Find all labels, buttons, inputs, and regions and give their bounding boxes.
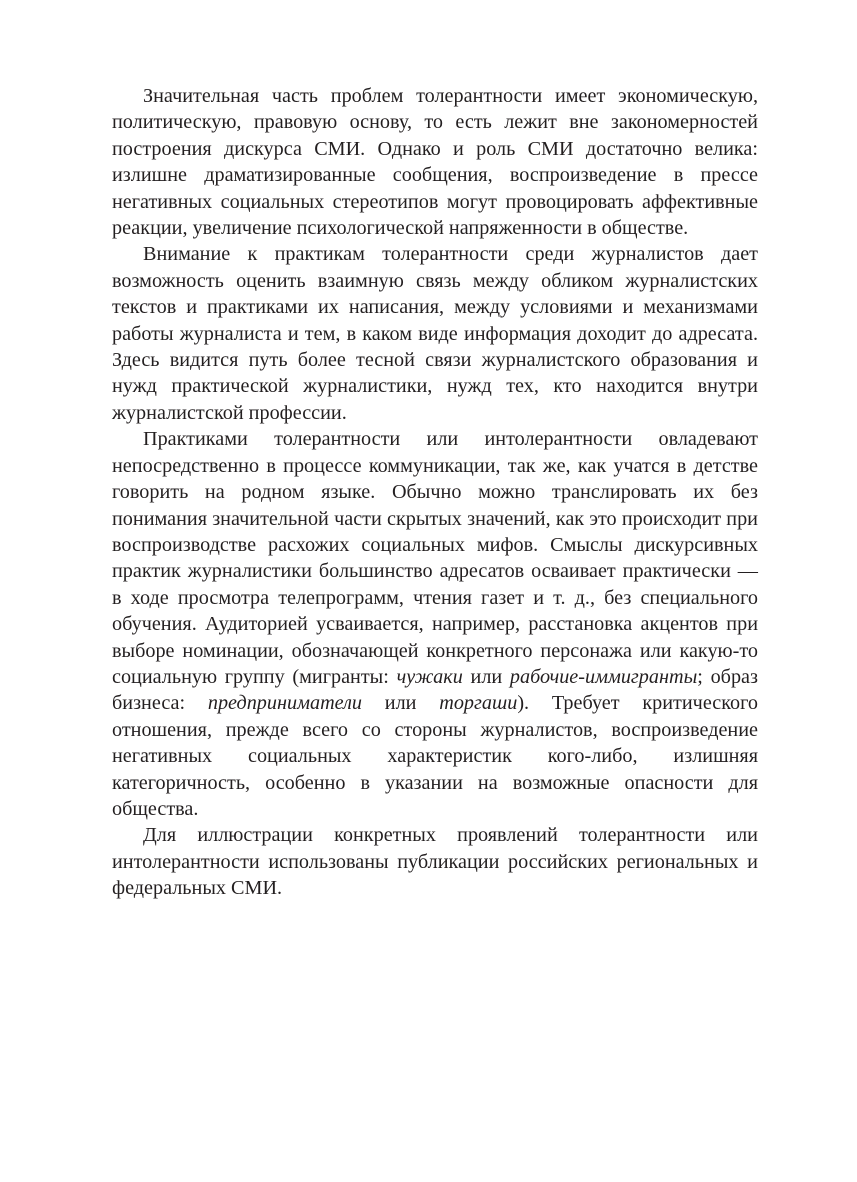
paragraph-text: Практиками толерантности или интолерантности овладевают непосредственно в процессе коммуникации, так же, как учатся в детстве говорить на родном языке. Обычно можно транслировать их без понимания значительной части скрытых значений, как это происходит при воспроизводстве расхожих социальных мифов. Смыслы дискурсивных практик журналистики большинство адресатов осваивает практически — в ходе просмотра телепрограмм, чтения газет и т. д., без специального обучения. Аудиторией усваивается, например, расстановка акцентов при выборе номинации, обозначающей конкретного персонажа или какую-то социальную группу (мигранты:	[112, 428, 758, 688]
italic-term-chuzhaki: чужаки	[396, 665, 463, 688]
paragraph-text: или	[362, 692, 440, 715]
page-body	[112, 83, 758, 902]
paragraph-journalist-practices	[112, 241, 758, 426]
paragraph-text: ). Требует критического отношения, прежде всего со стороны журналистов, воспроизведение негативных социальных характеристик кого-либо, излишняя категоричность, особенно в указании на возможные опасности для общества.	[112, 692, 758, 820]
italic-term-torgashi: торгаши	[439, 692, 518, 715]
paragraph-text: или	[462, 665, 510, 688]
paragraph-illustration-sources	[112, 822, 758, 901]
paragraph-text: Для иллюстрации конкретных проявлений толерантности или интолерантности использованы публикации российских региональных и федеральных СМИ.	[112, 824, 758, 900]
paragraph-text: Внимание к практикам толерантности среди журналистов дает возможность оценить взаимную связь между обликом журналистских текстов и практиками их написания, между условиями и механизмами работы журналиста и тем, в каком виде информация доходит до адресата. Здесь видится путь более тесной связи журналистского образования и нужд практической журналистики, нужд тех, кто находится внутри журналистской профессии.	[112, 243, 758, 424]
paragraph-text: Значительная часть проблем толерантности имеет экономическую, политическую, правовую основу, то есть лежит вне закономерностей построения дискурса СМИ. Однако и роль СМИ достаточно велика: излишне драматизированные сообщения, воспроизведение в прессе негативных социальных стереотипов могут провоцировать аффективные реакции, увеличение психологической напряженности в обществе.	[112, 85, 758, 240]
paragraph-communication-process	[112, 426, 758, 822]
italic-term-rabochie-immigranty: рабочие-иммигранты	[509, 665, 698, 688]
italic-term-predprinimateli: предприниматели	[207, 692, 363, 715]
paragraph-text: ; образ бизнеса:	[112, 665, 758, 715]
paragraph-economic-basis	[112, 83, 758, 241]
